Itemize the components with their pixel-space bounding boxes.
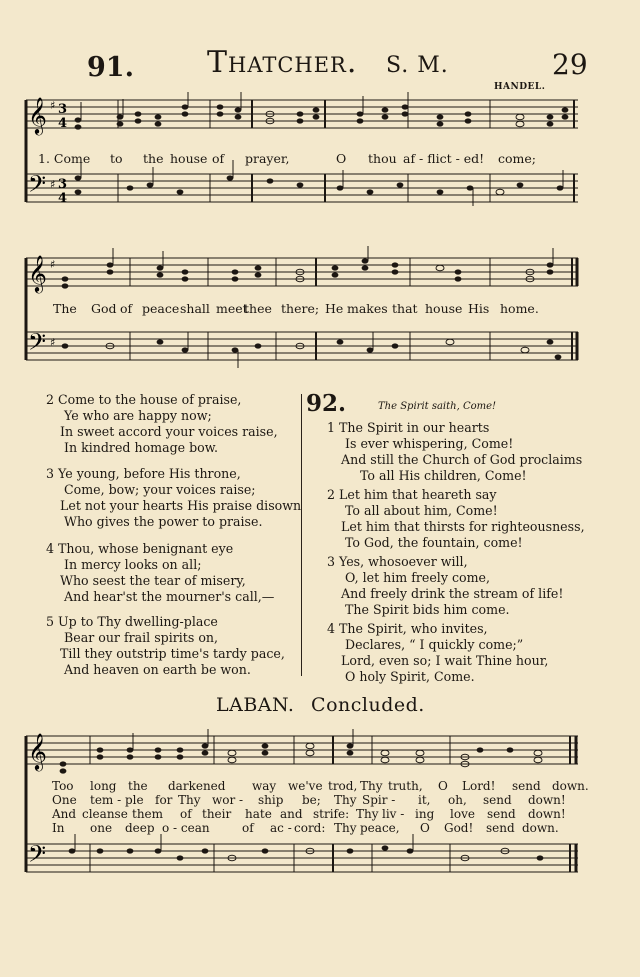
hymn-92-stanza-3	[327, 554, 563, 618]
stanza-line: 4 The Spirit, who invites,	[327, 621, 488, 636]
page-number: 29	[552, 48, 588, 81]
lyric-syllable: af - flict - ed!	[403, 151, 485, 166]
lyric-syllable: peace,	[360, 821, 400, 835]
lyric-syllable: Thy	[178, 793, 201, 807]
svg-text:♯: ♯	[50, 258, 56, 271]
stanza-line: Till they outstrip time's tardy pace,	[60, 646, 285, 662]
stanza-line: And freely drink the stream of life!	[341, 586, 564, 602]
svg-text:♯: ♯	[50, 178, 56, 191]
lyric-syllable: meet	[216, 301, 248, 316]
stanza-line: Is ever whispering, Come!	[345, 436, 514, 452]
lyric-syllable: God	[91, 301, 117, 316]
hymn-91-meter: S. M.	[385, 53, 449, 78]
column-divider	[301, 394, 302, 676]
lyric-syllable: for	[155, 793, 173, 807]
stanza-line: The Spirit bids him come.	[345, 602, 510, 618]
lyric-syllable: love	[450, 807, 475, 821]
lyric-syllable: down!	[528, 793, 566, 807]
svg-text:𝄞: 𝄞	[28, 96, 47, 134]
laban-subtitle: Concluded.	[311, 694, 425, 716]
lyric-syllable: to	[110, 151, 123, 166]
lyric-syllable: Spir -	[362, 793, 396, 807]
lyric-syllable: house	[425, 301, 463, 316]
lyric-syllable: In	[52, 821, 65, 835]
lyric-syllable: and	[280, 807, 303, 821]
hymn-92-stanza-1	[327, 420, 582, 484]
stanza-line: 4 Thou, whose benignant eye	[46, 541, 234, 556]
svg-text:4: 4	[58, 116, 68, 131]
lyric-syllable: O	[438, 779, 448, 793]
lyric-syllable: The	[53, 301, 77, 316]
lyric-syllable: long	[90, 779, 117, 793]
lyric-syllable: of	[180, 807, 192, 821]
lyric-syllable: He	[325, 301, 344, 316]
lyric-syllable: send	[486, 821, 515, 835]
stanza-line: Let not your hearts His praise disown	[60, 498, 302, 514]
stanza-line: Let him that thirsts for righteousness,	[341, 519, 585, 535]
lyric-syllable: cord:	[294, 821, 326, 835]
lyric-syllable: send	[483, 793, 512, 807]
svg-text:3: 3	[58, 102, 68, 117]
hymn-92-stanza-4	[327, 621, 548, 685]
stanza-line: O holy Spirit, Come.	[345, 669, 475, 685]
stanza-line: 2 Come to the house of praise,	[46, 392, 242, 407]
lyric-syllable: makes	[347, 301, 388, 316]
lyric-syllable: peace	[142, 301, 180, 316]
lyric-syllable: Thy	[360, 779, 383, 793]
lyric-syllable: Thy	[334, 821, 357, 835]
hymn-92-subtitle: The Spirit saith, Come!	[378, 401, 497, 412]
thatcher-stanza-4	[46, 541, 274, 605]
lyric-syllable: ing	[415, 807, 435, 821]
lyric-syllable: there;	[281, 301, 320, 316]
lyric-syllable: strife:	[313, 807, 350, 821]
thatcher-stanza-2	[46, 392, 278, 456]
lyric-syllable: hate	[245, 807, 272, 821]
lyric-syllable: prayer,	[245, 151, 290, 166]
stanza-line: Bear our frail spirits on,	[64, 630, 219, 646]
lyric-syllable: of	[242, 821, 254, 835]
lyric-syllable: His	[468, 301, 490, 316]
lyric-syllable: that	[392, 301, 418, 316]
svg-text:𝄢: 𝄢	[28, 170, 47, 203]
lyric-syllable: thee	[244, 301, 272, 316]
lyric-syllable: Thy	[334, 793, 357, 807]
stanza-line: To all about him, Come!	[345, 503, 498, 519]
laban-title: LABAN.	[216, 694, 295, 716]
stanza-line: Lord, even so; I wait Thine hour,	[341, 653, 549, 669]
stanza-line: To all His children, Come!	[360, 468, 527, 484]
svg-text:♯: ♯	[50, 99, 56, 112]
lyric-syllable: them	[132, 807, 164, 821]
lyric-syllable: of	[212, 151, 225, 166]
lyric-syllable: tem - ple	[90, 793, 144, 807]
svg-text:4: 4	[58, 191, 68, 206]
lyric-syllable: Too	[52, 779, 74, 793]
lyric-syllable: down.	[552, 779, 589, 793]
lyric-syllable: darkened	[168, 779, 226, 793]
stanza-line: In sweet accord your voices raise,	[60, 424, 278, 440]
lyric-syllable: send	[512, 779, 541, 793]
lyric-syllable: God!	[444, 821, 474, 835]
stanza-line: In kindred homage bow.	[64, 440, 219, 456]
stanza-line: Ye who are happy now;	[64, 408, 212, 424]
thatcher-stanza-5	[46, 614, 285, 678]
lyric-syllable: their	[202, 807, 232, 821]
lyric-syllable: Lord!	[462, 779, 496, 793]
stanza-line: 3 Ye young, before His throne,	[46, 466, 241, 481]
lyric-syllable: we've	[288, 779, 323, 793]
lyric-syllable: deep	[125, 821, 155, 835]
lyric-syllable: trod,	[328, 779, 358, 793]
hymn-91-number: 91.	[87, 52, 134, 83]
lyric-syllable: of	[120, 301, 133, 316]
stanza-line: 3 Yes, whosoever will,	[327, 554, 468, 569]
laban-heading	[216, 694, 425, 716]
lyric-syllable: shall	[180, 301, 210, 316]
hymn-91-composer: HANDEL.	[494, 82, 546, 92]
lyric-syllable: ship	[258, 793, 284, 807]
lyric-syllable: ac -	[270, 821, 292, 835]
stanza-line: 1 The Spirit in our hearts	[327, 420, 490, 435]
lyric-syllable: Thy	[356, 807, 379, 821]
svg-text:𝄢: 𝄢	[28, 328, 47, 361]
svg-text:𝄞: 𝄞	[28, 254, 47, 292]
lyric-syllable: 1. Come	[38, 151, 91, 166]
stanza-line: 2 Let him that heareth say	[327, 487, 497, 502]
svg-text:𝄞: 𝄞	[28, 732, 47, 770]
stanza-line: In mercy looks on all;	[64, 557, 202, 573]
lyric-syllable: one	[90, 821, 113, 835]
lyric-syllable: down!	[528, 807, 566, 821]
thatcher-system-1-music	[20, 92, 580, 232]
stanza-line: O, let him freely come,	[345, 570, 490, 586]
lyric-syllable: send	[487, 807, 516, 821]
thatcher-stanza-3	[46, 466, 301, 530]
lyric-syllable: the	[128, 779, 148, 793]
lyric-syllable: And	[52, 807, 77, 821]
lyric-syllable: way	[252, 779, 277, 793]
lyric-syllable: be;	[302, 793, 321, 807]
lyric-syllable: O	[336, 151, 347, 166]
svg-text:♯: ♯	[50, 336, 56, 349]
lyric-syllable: O	[420, 821, 430, 835]
stanza-line: And heaven on earth be won.	[64, 662, 251, 678]
stanza-line: 5 Up to Thy dwelling-place	[46, 614, 218, 629]
lyric-syllable: the	[143, 151, 164, 166]
svg-text:3: 3	[58, 177, 68, 192]
stanza-line: Who seest the tear of misery,	[60, 573, 246, 589]
lyric-syllable: cleanse	[82, 807, 128, 821]
stanza-line: And hear'st the mourner's call,—	[64, 589, 275, 605]
lyric-syllable: oh,	[448, 793, 467, 807]
hymn-92-number: 92.	[306, 390, 347, 417]
lyric-syllable: thou	[368, 151, 397, 166]
lyric-syllable: home.	[500, 301, 539, 316]
lyric-syllable: it,	[418, 793, 431, 807]
hymn-91-title	[207, 45, 449, 80]
stanza-line: Declares, “ I quickly come;”	[345, 637, 524, 653]
lyric-syllable: down.	[522, 821, 559, 835]
hymn-91-tune-name: Thatcher.	[207, 45, 358, 80]
stanza-line: To God, the fountain, come!	[345, 535, 523, 551]
lyric-syllable: o - cean	[162, 821, 210, 835]
lyric-syllable: wor -	[212, 793, 244, 807]
svg-text:𝄢: 𝄢	[28, 840, 47, 873]
stanza-line: And still the Church of God proclaims	[341, 452, 583, 468]
hymn-92-stanza-2	[327, 487, 585, 551]
lyric-syllable: house	[170, 151, 208, 166]
lyric-syllable: One	[52, 793, 77, 807]
stanza-line: Who gives the power to praise.	[64, 514, 263, 530]
stanza-line: Come, bow; your voices raise;	[64, 482, 256, 498]
lyric-syllable: come;	[498, 151, 536, 166]
lyric-syllable: truth,	[388, 779, 423, 793]
lyric-syllable: liv -	[382, 807, 405, 821]
